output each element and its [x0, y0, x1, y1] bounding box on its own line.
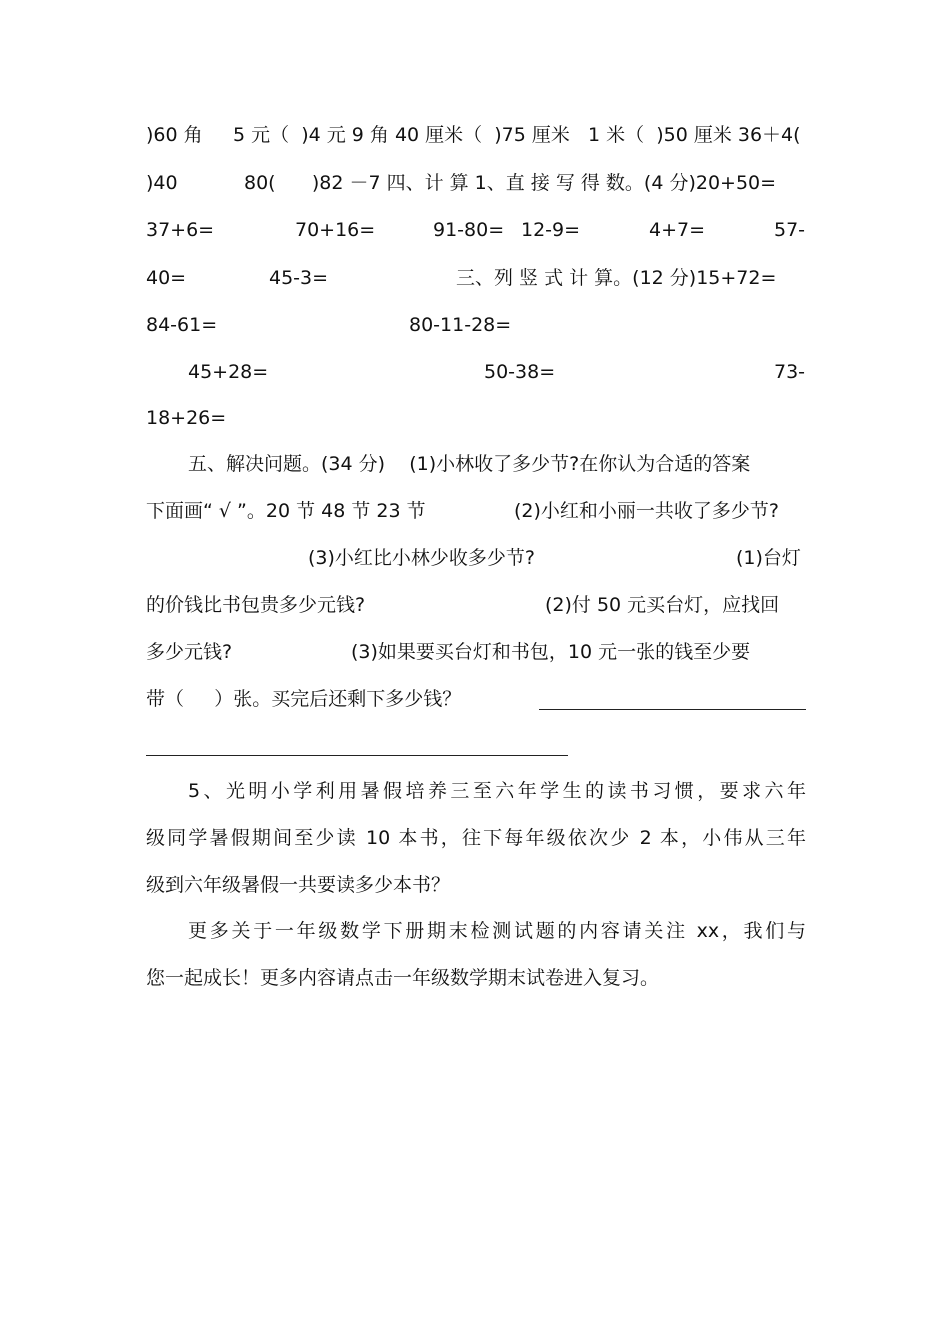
closing-line-1: 更多关于一年级数学下册期末检测试题的内容请关注 xx，我们与	[188, 920, 806, 942]
line-1-seg-2: 5 元（ )4 元 9 角 40 厘米（ )75 厘米 1 米（ )50 厘米 36＋4(	[233, 124, 801, 146]
line-1-seg-1: )60 角	[146, 124, 203, 146]
line-3-seg-6: 57-	[774, 219, 806, 241]
text-line-13	[146, 686, 806, 738]
line-9-seg-1: 下面画“ √ ”。20 节 48 节 23 节	[146, 500, 426, 522]
line-13-seg-1: 带（ ）张。买完后还剩下多少钱？	[146, 688, 462, 710]
text-line-8	[146, 451, 806, 503]
line-5-seg-2: 80-11-28=	[409, 314, 512, 336]
answer-line-2	[146, 755, 568, 756]
question-5-line-1: 5、光明小学利用暑假培养三至六年学生的读书习惯，要求六年	[188, 780, 806, 802]
line-5-seg-1: 84-61=	[146, 314, 218, 336]
question-5-line-2: 级同学暑假期间至少读 10 本书，往下每年级依次少 2 本，小伟从三年	[146, 827, 806, 849]
question-5-line-3: 级到六年级暑假一共要读多少本书？	[146, 874, 451, 896]
line-2-seg-1: )40	[146, 172, 178, 194]
line-11-seg-2: (2)付 50 元买台灯，应找回	[545, 594, 780, 616]
line-11-seg-1: 的价钱比书包贵多少元钱?	[146, 594, 366, 616]
line-8-seg-1: 五、解决问题。(34 分) (1)小林收了多少节?在你认为合适的答案	[188, 453, 751, 475]
line-3-seg-5: 4+7=	[649, 219, 706, 241]
line-9-seg-2: (2)小红和小丽一共收了多少节?	[514, 500, 779, 522]
line-4-seg-3: 三、列 竖 式 计 算。(12 分)15+72=	[456, 267, 777, 289]
line-10-seg-2: (1)台灯	[736, 547, 801, 569]
line-6-seg-2: 50-38=	[484, 361, 556, 383]
line-4-seg-2: 45-3=	[269, 267, 329, 289]
line-2-seg-2: 80( )82 －7 四、计 算 1、直 接 写 得 数。(4 分)20+50=	[244, 172, 777, 194]
line-12-seg-1: 多少元钱?	[146, 641, 233, 663]
line-3-seg-1: 37+6=	[146, 219, 215, 241]
line-3-seg-4: 12-9=	[521, 219, 581, 241]
text-line-7	[146, 405, 806, 457]
closing-line-2: 您一起成长！更多内容请点击一年级数学期末试卷进入复习。	[146, 967, 660, 989]
line-10-seg-1: (3)小红比小林少收多少节?	[308, 547, 535, 569]
answer-line-1	[539, 709, 806, 710]
line-6-seg-1: 45+28=	[188, 361, 269, 383]
line-3-seg-3: 91-80=	[433, 219, 505, 241]
line-7-seg-1: 18+26=	[146, 407, 227, 429]
line-6-seg-3: 73-	[774, 361, 806, 383]
line-3-seg-2: 70+16=	[295, 219, 376, 241]
line-12-seg-2: (3)如果要买台灯和书包，10 元一张的钱至少要	[351, 641, 751, 663]
line-4-seg-1: 40=	[146, 267, 187, 289]
